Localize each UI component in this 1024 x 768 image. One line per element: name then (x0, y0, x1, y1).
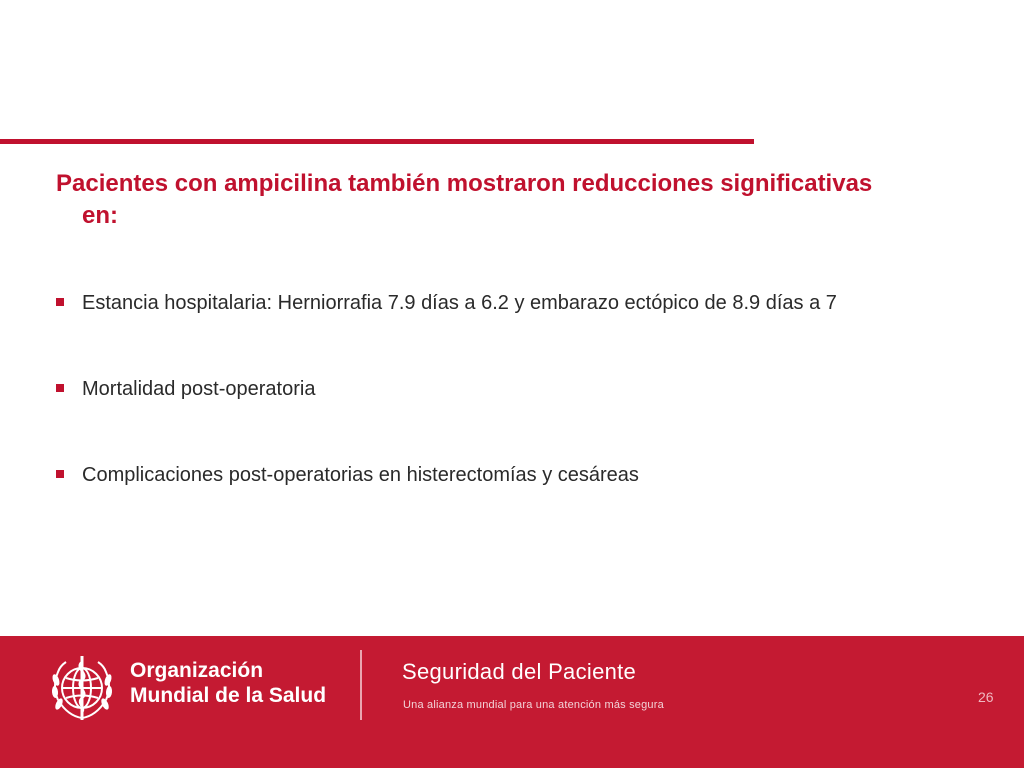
bullet-text: Complicaciones post-operatorias en histerectomías y cesáreas (82, 464, 639, 486)
footer-banner (0, 636, 1024, 768)
square-bullet-icon (56, 298, 64, 306)
organization-name-line2: Mundial de la Salud (130, 684, 327, 707)
who-emblem-icon (44, 650, 120, 730)
header-rule (0, 139, 754, 144)
bullet-text: Estancia hospitalaria: Herniorrafia 7.9 días a 6.2 y embarazo ectópico de 8.9 días a 7 (82, 292, 837, 314)
square-bullet-icon (56, 384, 64, 392)
slide-heading: Pacientes con ampicilina también mostraron reducciones significativas en: (56, 170, 873, 229)
square-bullet-icon (56, 470, 64, 478)
bullet-item-mortality (56, 374, 976, 404)
page-number: 26 (978, 689, 994, 705)
footer-divider (360, 650, 362, 720)
bullet-item-hospital-stay (56, 288, 976, 318)
footer-title: Seguridad del Paciente (402, 659, 637, 684)
bullet-item-complications (56, 460, 976, 490)
organization-name-line1: Organización (130, 659, 264, 682)
organization-name (130, 658, 326, 708)
footer-subtitle: Una alianza mundial para una atención más segura (403, 699, 664, 711)
bullet-list (56, 288, 976, 490)
bullet-text: Mortalidad post-operatoria (82, 378, 316, 400)
